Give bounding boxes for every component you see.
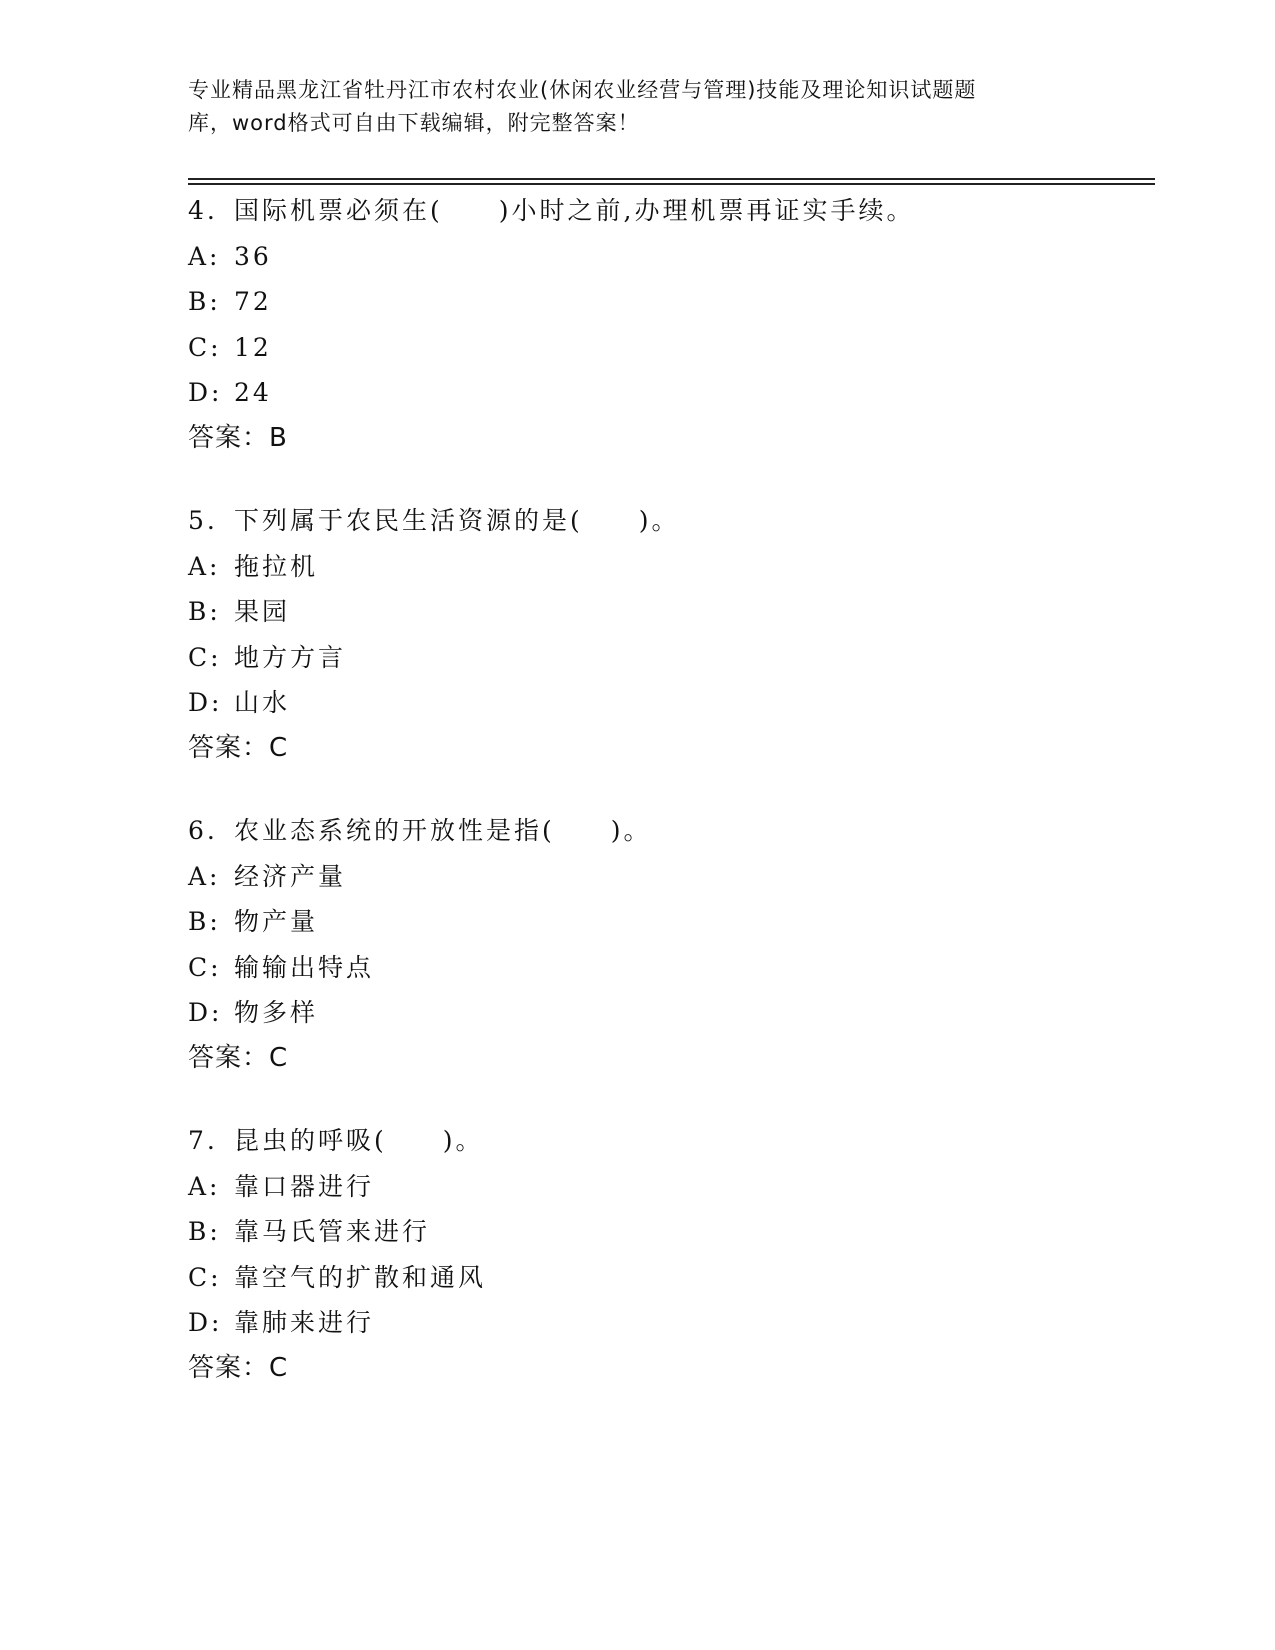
option-key: A: — [188, 551, 221, 581]
option-key: A: — [188, 241, 221, 271]
answer-label: 答案：C — [188, 1352, 289, 1383]
option-text: 山水 — [234, 688, 291, 717]
option-key: A: — [188, 1171, 221, 1201]
question-list — [188, 188, 1148, 1428]
option-b — [188, 899, 1148, 945]
option-key: C: — [188, 1262, 222, 1292]
header-line-1: 专业精品黑龙江省牡丹江市农村农业(休闲农业经营与管理)技能及理论知识试题题 — [188, 78, 977, 102]
option-b — [188, 589, 1148, 635]
option-text: 24 — [234, 378, 272, 407]
option-key: B: — [188, 597, 221, 626]
option-c — [188, 325, 1148, 371]
option-a — [188, 544, 1148, 590]
question-text: 国际机票必须在( )小时之前,办理机票再证实手续。 — [234, 196, 915, 225]
header-divider-bottom — [188, 183, 1155, 185]
question-stem — [188, 498, 1148, 544]
answer-label: 答案：B — [188, 422, 288, 453]
option-text: 靠口器进行 — [234, 1171, 375, 1201]
option-text: 靠肺来进行 — [234, 1308, 375, 1337]
option-text: 物多样 — [234, 998, 319, 1027]
question-text: 农业态系统的开放性是指( )。 — [234, 816, 652, 845]
option-text: 经济产量 — [234, 861, 347, 891]
option-c — [188, 635, 1148, 681]
question-5 — [188, 498, 1148, 771]
option-key: D: — [188, 1308, 223, 1337]
option-d — [188, 990, 1148, 1036]
option-text: 果园 — [234, 597, 291, 626]
question-stem — [188, 1118, 1148, 1164]
option-text: 靠马氏管来进行 — [234, 1217, 431, 1246]
header-divider-top — [188, 178, 1155, 180]
option-key: B: — [188, 1217, 221, 1246]
option-text: 物产量 — [234, 907, 319, 936]
question-text: 下列属于农民生活资源的是( )。 — [234, 506, 680, 535]
answer-label: 答案：C — [188, 732, 289, 763]
option-a — [188, 1164, 1148, 1210]
document-header — [188, 74, 1088, 140]
option-a — [188, 234, 1148, 280]
option-c — [188, 945, 1148, 991]
option-key: B: — [188, 287, 221, 316]
option-key: D: — [188, 998, 223, 1027]
option-b — [188, 1209, 1148, 1255]
question-stem — [188, 188, 1148, 234]
option-text: 地方方言 — [234, 642, 347, 672]
option-key: A: — [188, 861, 221, 891]
question-number: 7. — [188, 1126, 218, 1155]
question-7 — [188, 1118, 1148, 1391]
question-number: 5. — [188, 506, 218, 535]
question-number: 4. — [188, 196, 218, 225]
question-4 — [188, 188, 1148, 461]
option-b — [188, 279, 1148, 325]
option-text: 12 — [234, 332, 272, 362]
option-text: 72 — [234, 287, 272, 316]
option-key: D: — [188, 688, 223, 717]
option-text: 拖拉机 — [234, 551, 319, 581]
option-text: 36 — [234, 241, 272, 271]
option-key: D: — [188, 378, 223, 407]
option-text: 靠空气的扩散和通风 — [234, 1262, 487, 1292]
header-line-2: 库，word格式可自由下载编辑，附完整答案！ — [188, 111, 640, 135]
option-c — [188, 1255, 1148, 1301]
answer-label: 答案：C — [188, 1042, 289, 1073]
option-text: 输输出特点 — [234, 952, 375, 982]
option-d — [188, 680, 1148, 726]
option-key: C: — [188, 642, 222, 672]
question-number: 6. — [188, 816, 218, 845]
question-text: 昆虫的呼吸( )。 — [234, 1126, 484, 1155]
option-d — [188, 370, 1148, 416]
option-d — [188, 1300, 1148, 1346]
question-6 — [188, 808, 1148, 1081]
option-key: B: — [188, 907, 221, 936]
question-stem — [188, 808, 1148, 854]
option-key: C: — [188, 952, 222, 982]
option-a — [188, 854, 1148, 900]
option-key: C: — [188, 332, 222, 362]
